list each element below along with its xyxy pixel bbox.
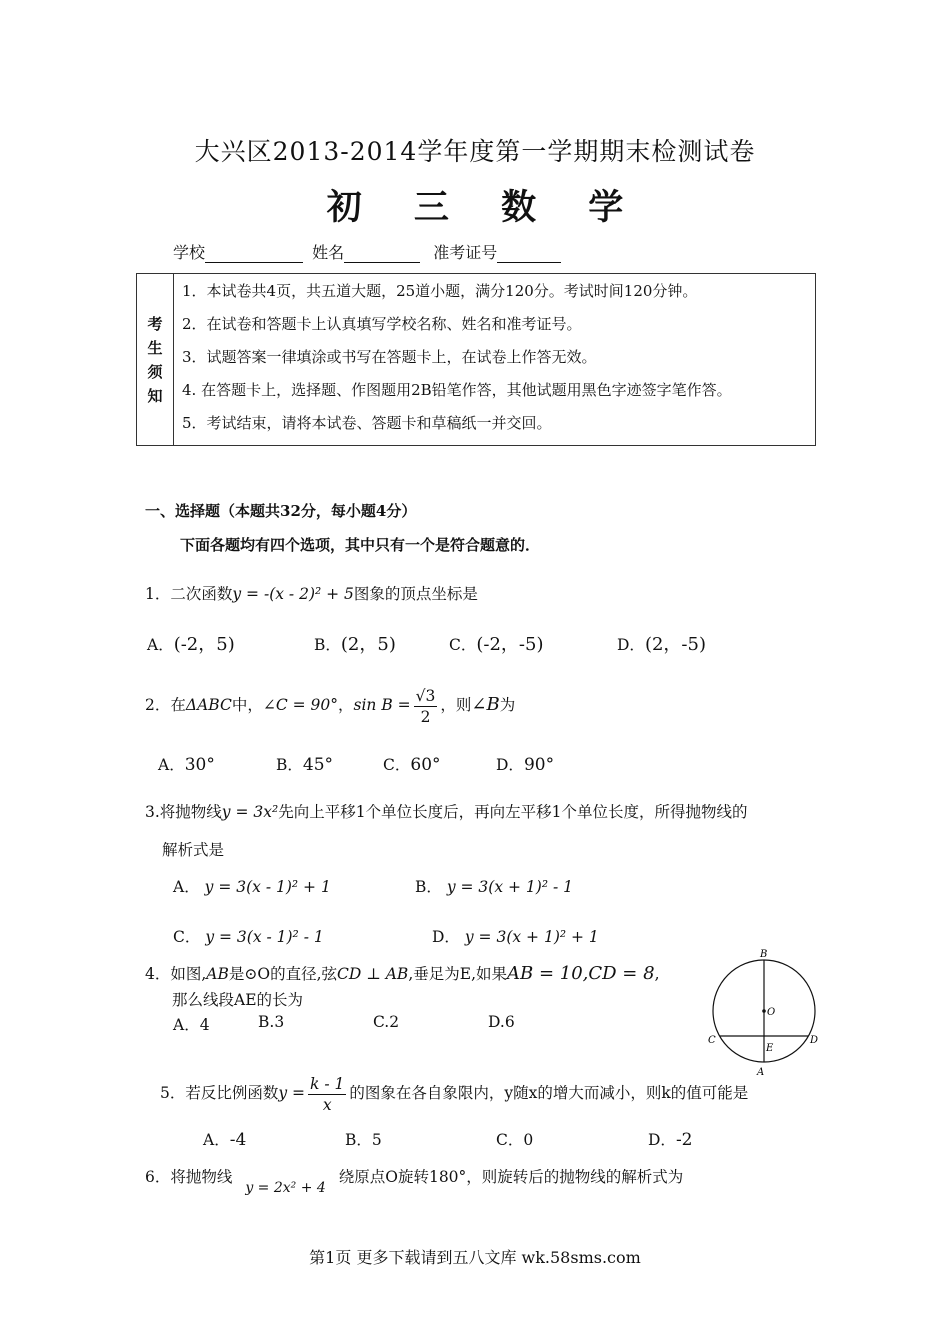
q1-formula: y = -(x - 2)² + 5 [232, 585, 354, 603]
subject-char: 初 [326, 188, 362, 228]
student-info-line [173, 240, 561, 263]
subject-char: 数 [501, 188, 537, 228]
question-6: 6．将抛物线 y = 2x² + 4 绕原点O旋转180°，则旋转后的抛物线的解析式为 [145, 1168, 684, 1196]
q1-option-d[interactable]: D．(2，-5) [617, 634, 706, 655]
q3-option-c[interactable]: C． y = 3(x - 1)² - 1 [173, 928, 324, 946]
q2-option-a[interactable]: A．30° [158, 755, 215, 775]
section-heading: 一、选择题（本题共32分，每小题4分） [145, 502, 417, 520]
page-footer: 第1页 更多下载请到五八文库 wk.58sms.com [309, 1248, 641, 1267]
q2-option-b[interactable]: B．45° [276, 755, 334, 775]
name-field[interactable] [344, 245, 420, 263]
label-b: B [760, 949, 768, 960]
question-4-line2: 那么线段AE的长为 [172, 991, 304, 1009]
question-5: 5．若反比例函数y = $\frac{k - 1}{x}$ 的图象在各自象限内，y随x的增大而减小，则k的值可能是 [160, 1074, 749, 1114]
q2-option-c[interactable]: C．60° [383, 755, 441, 775]
q5-option-a[interactable]: A．-4 [203, 1130, 247, 1150]
circle-figure [700, 945, 830, 1080]
question-3-line2: 解析式是 [162, 841, 225, 859]
label-o: O [767, 1007, 776, 1018]
notice-item: 1．本试卷共4页，共五道大题，25道小题，满分120分。考试时间120分钟。 [182, 282, 698, 300]
q5-option-b[interactable]: B．5 [345, 1131, 382, 1149]
q5-option-c[interactable]: C．0 [496, 1131, 534, 1149]
school-label: 学校 [173, 243, 206, 262]
q4-option-c[interactable]: C.2 [373, 1013, 400, 1031]
exam-title: 大兴区2013-2014学年度第一学期期末检测试卷 [194, 137, 756, 166]
question-2: 2．在ΔABC中，∠C = 90°，sin B = $\frac{√3}{2}$ ，则∠B为 [145, 686, 516, 726]
name-label: 姓名 [312, 243, 345, 262]
subject-title [0, 180, 950, 230]
subject-char: 学 [588, 188, 624, 228]
notice-label: 考 生 须 知 [137, 274, 174, 446]
exam-no-label: 准考证号 [433, 243, 498, 262]
question-3: 3.将抛物线y = 3x²先向上平移1个单位长度后，再向左平移1个单位长度，所得抛物线的 [145, 803, 748, 821]
q3-option-d[interactable]: D． y = 3(x + 1)² + 1 [432, 928, 599, 946]
notice-item: 3．试题答案一律填涂或书写在答题卡上，在试卷上作答无效。 [182, 348, 597, 366]
notice-item: 5．考试结束，请将本试卷、答题卡和草稿纸一并交回。 [182, 414, 552, 432]
section-intro: 下面各题均有四个选项，其中只有一个是符合题意的． [180, 536, 541, 554]
notice-items [174, 274, 816, 446]
label-a: A [757, 1067, 765, 1078]
school-field[interactable] [205, 245, 303, 263]
q5-option-d[interactable]: D．-2 [648, 1130, 693, 1150]
q1-option-b[interactable]: B．(2，5) [314, 634, 396, 655]
exam-no-field[interactable] [497, 245, 561, 263]
notice-item: 2．在试卷和答题卡上认真填写学校名称、姓名和准考证号。 [182, 315, 582, 333]
q4-option-b[interactable]: B.3 [258, 1013, 285, 1031]
label-d: D [810, 1035, 819, 1046]
q1-option-a[interactable]: A．(-2，5) [147, 634, 235, 655]
question-1: 1．二次函数y = -(x - 2)² + 5图象的顶点坐标是 [145, 585, 478, 603]
q3-option-a[interactable]: A． y = 3(x - 1)² + 1 [173, 878, 331, 896]
q4-option-a[interactable]: A．4 [173, 1016, 210, 1034]
label-c: C [708, 1035, 716, 1046]
subject-char: 三 [413, 188, 449, 228]
center-point [762, 1009, 766, 1013]
notice-item: 4. 在答题卡上，选择题、作图题用2B铅笔作答，其他试题用黑色字迹签字笔作答。 [182, 381, 732, 399]
label-e: E [766, 1043, 774, 1054]
q3-option-b[interactable]: B． y = 3(x + 1)² - 1 [415, 878, 573, 896]
q1-option-c[interactable]: C．(-2，-5) [449, 634, 544, 655]
q4-option-d[interactable]: D.6 [488, 1013, 515, 1031]
notice-box [136, 273, 816, 446]
q2-option-d[interactable]: D．90° [496, 755, 555, 775]
question-4: 4．如图,AB是⊙O的直径,弦CD ⊥ AB,垂足为E,如果AB = 10,CD = 8, [145, 963, 660, 984]
